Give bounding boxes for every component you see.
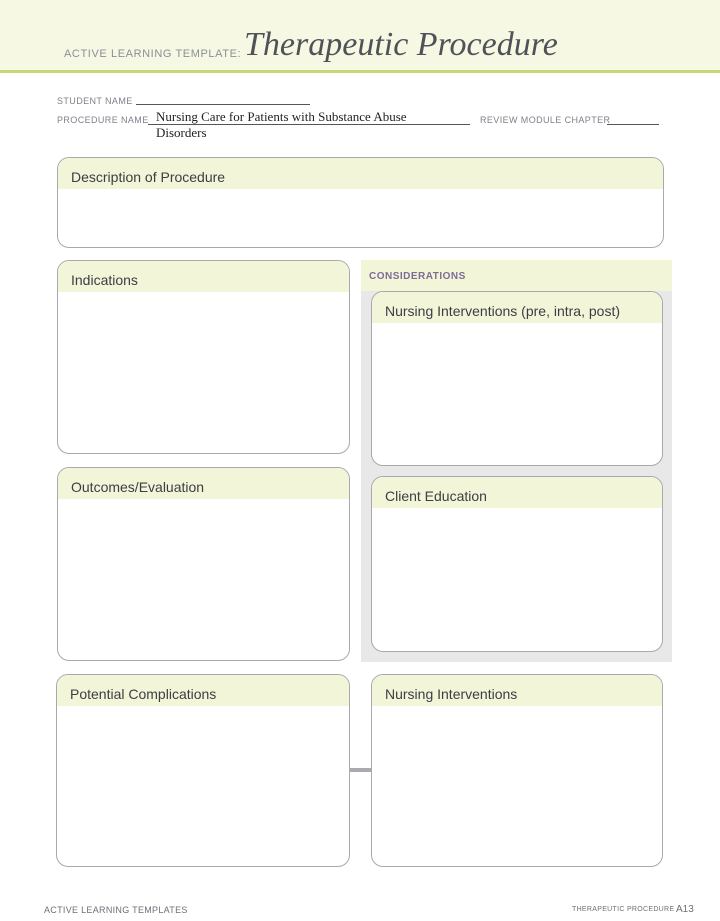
student-name-field[interactable] bbox=[136, 104, 310, 105]
description-box[interactable] bbox=[57, 157, 664, 248]
nursing-interventions-pip-heading: Nursing Interventions (pre, intra, post) bbox=[372, 292, 662, 323]
procedure-name-label: PROCEDURE NAME bbox=[57, 115, 149, 125]
footer-left: ACTIVE LEARNING TEMPLATES bbox=[44, 905, 188, 915]
procedure-name-value-line1: Nursing Care for Patients with Substance Abuse bbox=[156, 109, 407, 124]
procedure-name-value-line2: Disorders bbox=[156, 125, 207, 140]
nursing-interventions-box[interactable] bbox=[371, 674, 663, 867]
outcomes-box[interactable] bbox=[57, 467, 350, 661]
indications-heading: Indications bbox=[58, 261, 349, 292]
template-label: ACTIVE LEARNING TEMPLATE: bbox=[64, 48, 242, 60]
connector-bar bbox=[349, 768, 371, 772]
header-rule bbox=[0, 70, 720, 73]
potential-complications-heading: Potential Complications bbox=[57, 675, 349, 706]
client-education-heading: Client Education bbox=[372, 477, 662, 508]
page-title: Therapeutic Procedure bbox=[244, 26, 558, 63]
considerations-label: CONSIDERATIONS bbox=[369, 271, 466, 282]
potential-complications-box[interactable] bbox=[56, 674, 350, 867]
description-heading: Description of Procedure bbox=[58, 158, 663, 189]
footer-code: A13 bbox=[676, 904, 694, 915]
nursing-interventions-pip-box[interactable] bbox=[371, 291, 663, 466]
nursing-interventions-heading: Nursing Interventions bbox=[372, 675, 662, 706]
student-name-label: STUDENT NAME bbox=[57, 96, 133, 106]
review-module-field[interactable] bbox=[607, 124, 659, 125]
client-education-box[interactable] bbox=[371, 476, 663, 652]
footer-right: THERAPEUTIC PROCEDURE bbox=[572, 906, 675, 913]
outcomes-heading: Outcomes/Evaluation bbox=[58, 468, 349, 499]
indications-box[interactable] bbox=[57, 260, 350, 454]
review-module-label: REVIEW MODULE CHAPTER bbox=[480, 115, 611, 125]
